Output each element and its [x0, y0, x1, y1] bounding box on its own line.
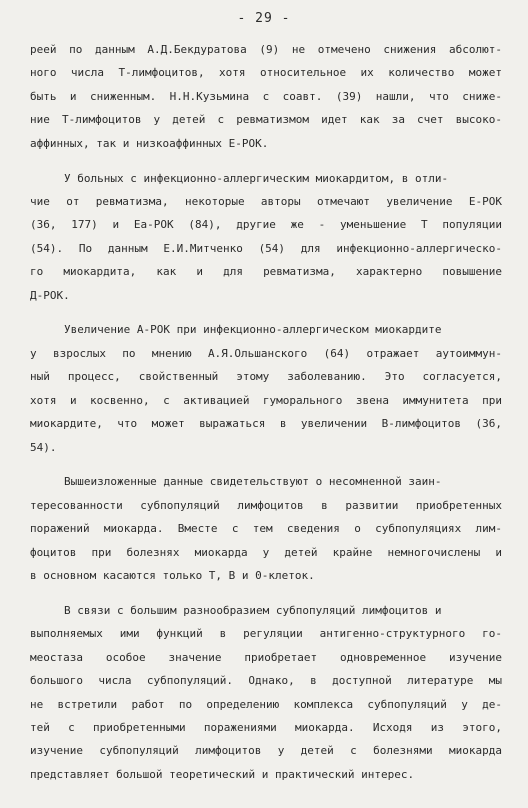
text-line: аффинных, так и низкоаффинных Е-РОК. — [30, 136, 269, 150]
text-line: поражений миокарда. Вместе с тем сведения о субпопуляциях лим- — [30, 522, 502, 536]
text-line: реей по данным А.Д.Бекдуратова (9) не отмечено снижения абсолют- — [30, 43, 502, 56]
paragraph-2 — [30, 167, 502, 307]
text-line: не встретили работ по определению комплекса субпопуляций у де- — [30, 697, 502, 711]
text-line: чие от ревматизма, некоторые авторы отмечают увеличение Е-РОК — [30, 194, 502, 208]
paragraph-4 — [30, 470, 502, 587]
text-line: представляет большой теоретический и практический интерес. — [30, 767, 415, 781]
text-line: ние Т-лимфоцитов у детей с ревматизмом идет как за счет высоко- — [30, 113, 502, 127]
text-line: ный процесс, свойственный этому заболеванию. Это согласуется, — [30, 370, 502, 384]
text-line: изучение субпопуляций лимфоцитов у детей с болезнями миокарда — [30, 744, 502, 758]
page-number: - 29 - — [237, 11, 291, 26]
text-line: тересованности субпопуляций лимфоцитов в развитии приобретенных — [30, 498, 502, 512]
text-line: Вышеизложенные данные свидетельствуют о несомненной заин- — [64, 475, 442, 489]
text-line: быть и сниженным. Н.Н.Кузьмина с соавт. (39) нашли, что сниже- — [30, 89, 502, 103]
text-line: тей с приобретенными поражениями миокарда. Исходя из этого, — [30, 720, 502, 734]
page-body — [30, 38, 502, 798]
text-line: (36, 177) и Еа-РОК (84), другие же - уменьшение Т популяции — [30, 218, 502, 232]
text-line: большого числа субпопуляций. Однако, в доступной литературе мы — [30, 674, 502, 688]
text-line: (54). По данным Е.И.Митченко (54) для инфекционно-аллергическо- — [30, 241, 502, 255]
text-line: меостаза особое значение приобретает одновременное изучение — [30, 650, 502, 664]
paragraph-3 — [30, 318, 502, 458]
paragraph-1 — [30, 38, 502, 155]
text-line: у взрослых по мнению А.Я.Ольшанского (64) отражает аутоиммун- — [30, 346, 502, 360]
text-line: Увеличение А-РОК при инфекционно-аллергическом миокардите — [64, 323, 442, 337]
text-line: 54). — [30, 440, 57, 454]
text-line: ного числа Т-лимфоцитов, хотя относительное их количество может — [30, 66, 502, 80]
text-line: в основном касаются только Т, В и 0-клеток. — [30, 569, 315, 583]
text-line: выполняемых ими функций в регуляции антигенно-структурного го- — [30, 627, 502, 641]
text-line: фоцитов при болезнях миокарда у детей крайне немногочислены и — [30, 545, 502, 559]
text-line: В связи с большим разнообразием субпопуляций лимфоцитов и — [64, 603, 442, 617]
text-line: миокардите, что может выражаться в увеличении В-лимфоцитов (36, — [30, 417, 502, 431]
text-line: го миокардита, как и для ревматизма, характерно повышение — [30, 265, 502, 279]
text-line: хотя и косвенно, с активацией гуморального звена иммунитета при — [30, 393, 502, 407]
text-line: У больных с инфекционно-аллергическим миокардитом, в отли- — [64, 171, 449, 185]
paragraph-5 — [30, 599, 502, 786]
text-line: Д-РОК. — [30, 288, 70, 302]
